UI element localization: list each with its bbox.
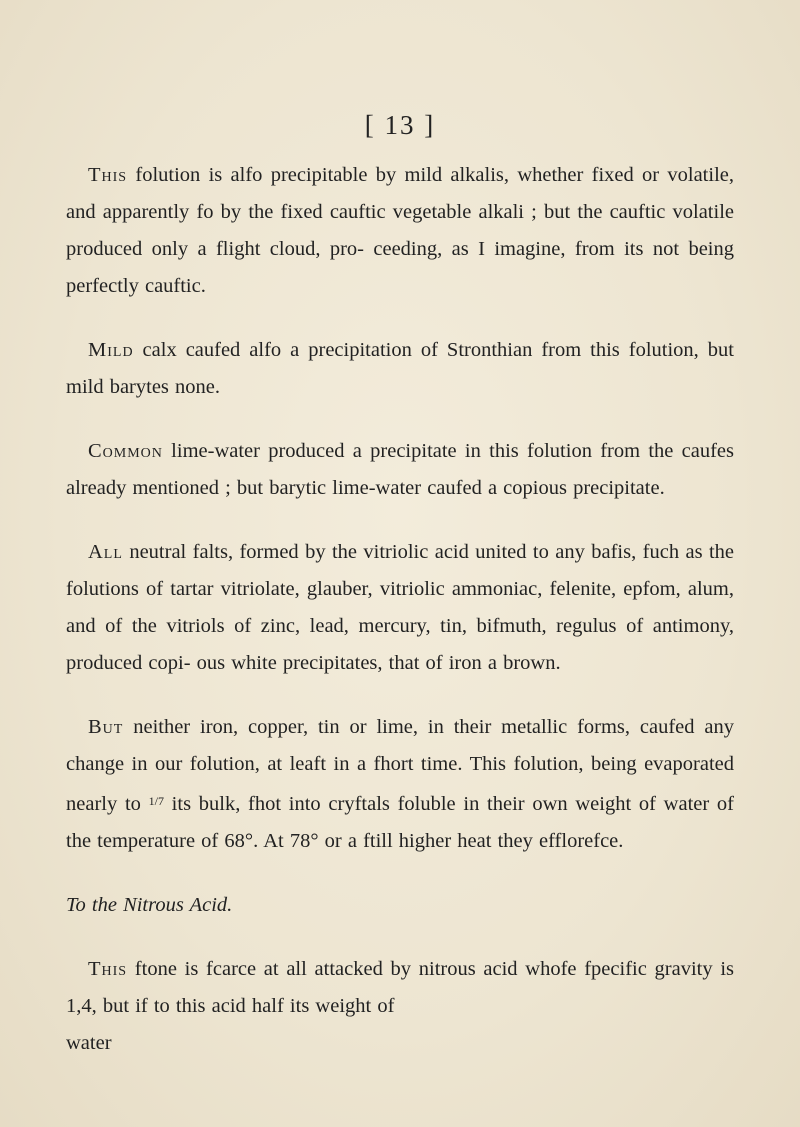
paragraph-4 [66, 534, 734, 682]
paragraph-text: ftone is fcarce at all attacked by nitrous acid whofe fpecific gravity is 1,4, but if to this acid half its weight of [66, 958, 734, 1017]
paragraph-1 [66, 157, 734, 305]
paragraph-lead: Common [88, 440, 163, 462]
paragraph-text: neither iron, copper, tin or lime, in their metallic forms, caufed any change in our folution, at leaft in a fhort time. This folution, being evaporated nearly to [66, 716, 734, 815]
paragraph-text: its bulk, fhot into cryftals foluble in their own weight of water of the temperature of 68°. At 78° or a ftill higher heat they efflorefce. [66, 793, 734, 852]
paragraph-text: neutral falts, formed by the vitriolic acid united to any bafis, fuch as the folutions of tartar vitriolate, glauber, vitriolic ammoniac, felenite, epfom, alum, and of the vitriols of zinc, lead, mercury, tin, bifmuth, regulus of antimony, produced copi- ous white precipitates, that of iron a brown. [66, 541, 734, 674]
paragraph-3 [66, 433, 734, 507]
paragraph-lead: All [88, 541, 123, 563]
catchword: water [66, 1032, 112, 1054]
paragraph-lead: This [88, 958, 128, 980]
paragraph-text: calx caufed alfo a precipitation of Stronthian from this folution, but mild barytes none. [66, 339, 734, 398]
paragraph-text: lime-water produced a precipitate in this folution from the caufes already mentioned ; but barytic lime-water caufed a copious precipitate. [66, 440, 734, 499]
paragraph-lead: Mild [88, 339, 134, 361]
paragraph-text: folution is alfo precipitable by mild alkalis, whether fixed or volatile, and apparently fo by the fixed cauftic vegetable alkali ; but the cauftic volatile produced only a flight cloud, pro- ceeding, as I imagine, from its not being perfectly cauftic. [66, 164, 734, 297]
section-heading: To the Nitrous Acid. [66, 894, 233, 916]
paragraph-6 [66, 951, 734, 1025]
paragraph-lead: But [88, 716, 124, 738]
fraction: 1/7 [148, 794, 164, 808]
paragraph-5 [66, 709, 734, 860]
page-number-header: [ 13 ] [364, 110, 436, 140]
paragraph-lead: This [88, 164, 128, 186]
paragraph-2 [66, 332, 734, 406]
body-text [66, 157, 734, 1062]
